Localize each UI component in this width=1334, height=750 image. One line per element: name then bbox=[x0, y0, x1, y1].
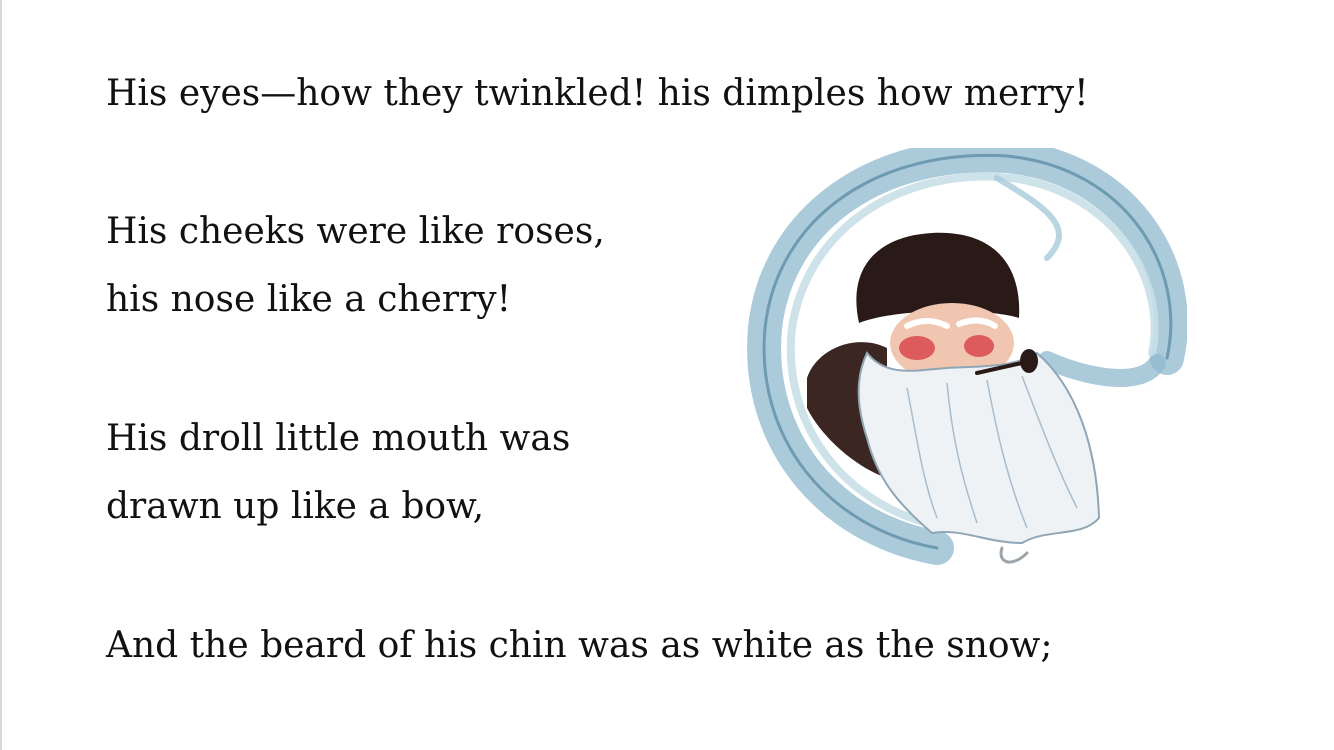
right-cheek bbox=[964, 335, 994, 357]
santa-portrait-illustration bbox=[747, 148, 1187, 578]
poem-text-line: His cheeks were like roses, bbox=[106, 211, 605, 252]
left-cheek bbox=[899, 336, 935, 360]
poem-stanza-mouth bbox=[106, 405, 570, 541]
poem-text-line: his nose like a cherry! bbox=[106, 279, 512, 320]
poem-text-line: And the beard of his chin was as white as the snow; bbox=[106, 625, 1053, 666]
poem-line-beard bbox=[106, 612, 1053, 680]
poem-text-line: drawn up like a bow, bbox=[106, 486, 485, 527]
poem-text-line: His eyes—how they twinkled! his dimples how merry! bbox=[106, 73, 1089, 114]
poem-line-eyes bbox=[106, 60, 1089, 128]
poem-text-line: His droll little mouth was bbox=[106, 418, 571, 459]
poem-stanza-cheeks bbox=[106, 198, 605, 334]
